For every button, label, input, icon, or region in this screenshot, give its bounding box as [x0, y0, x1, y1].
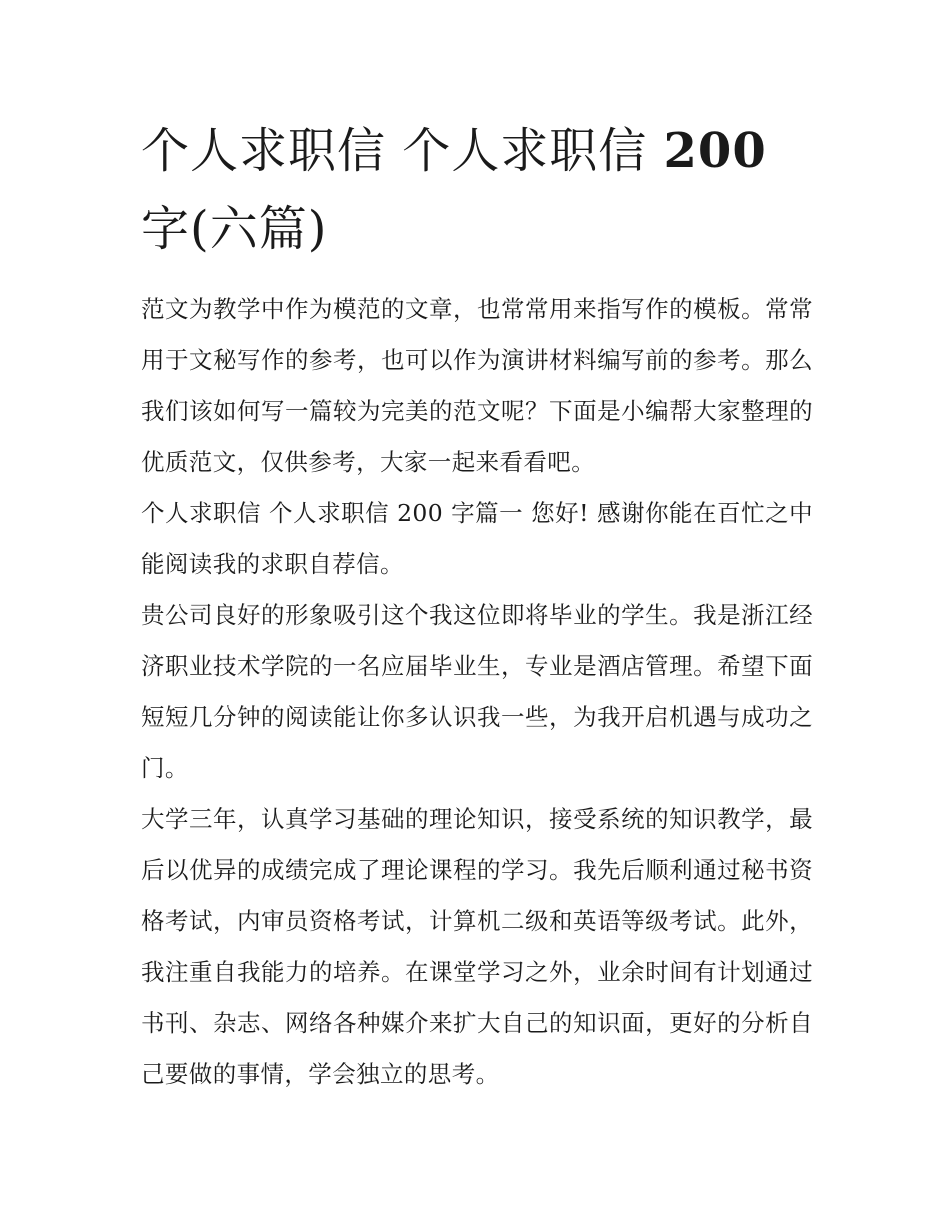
- paragraph-greeting: 个人求职信 个人求职信 200 字篇一 您好! 感谢你能在百忙之中能阅读我的求职自荐信。: [141, 499, 813, 578]
- paragraph-education: 大学三年，认真学习基础的理论知识，接受系统的知识教学，最后以优异的成绩完成了理论课程的学习。我先后顺利通过秘书资格考试，内审员资格考试，计算机二级和英语等级考试。此外，我注重自我能力的培养。在课堂学习之外，业余时间有计划通过书刊、杂志、网络各种媒介来扩大自己的知识面，更好的分析自己要做的事情，学会独立的思考。: [141, 805, 813, 1088]
- title-number: 200: [663, 123, 767, 179]
- paragraph-self-introduction: 贵公司良好的形象吸引这个我这位即将毕业的学生。我是浙江经济职业技术学院的一名应届毕业生，专业是酒店管理。希望下面短短几分钟的阅读能让你多认识我一些，为我开启机遇与成功之门。: [141, 601, 813, 782]
- document-body: [141, 284, 813, 1100]
- document-title: [141, 112, 813, 268]
- paragraph-intro: 范文为教学中作为模范的文章，也常常用来指写作的模板。常常用于文秘写作的参考，也可以作为演讲材料编写前的参考。那么我们该如何写一篇较为完美的范文呢？下面是小编帮大家整理的优质范文，仅供参考，大家一起来看看吧。: [141, 295, 813, 476]
- title-text-part: 个人求职信 个人求职信: [141, 123, 664, 179]
- title-text-part: 字(六篇): [141, 201, 328, 257]
- document-content: [141, 112, 813, 1100]
